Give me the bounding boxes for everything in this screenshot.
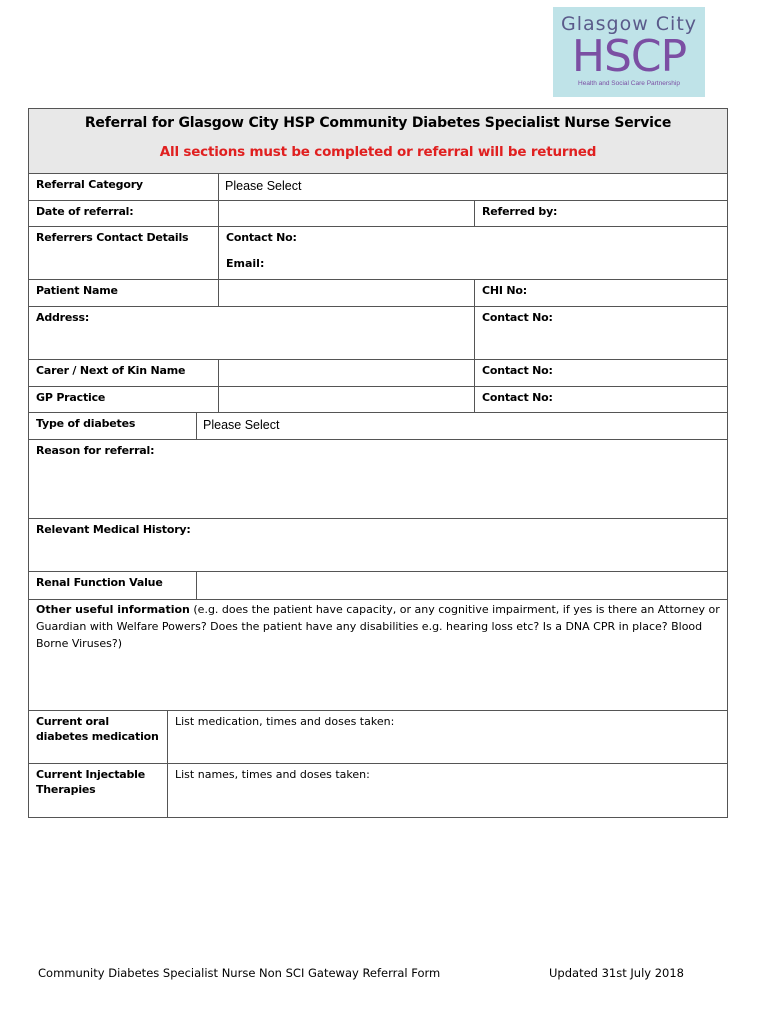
oral-medication-label: Current oral diabetes medication [36,715,159,743]
other-info-label: Other useful information [36,603,190,616]
oral-medication-field[interactable]: List medication, times and doses taken: [167,711,727,763]
address-field[interactable]: Address: [36,311,90,324]
renal-label: Renal Function Value [36,576,163,589]
row-carer [29,360,727,387]
logo-hscp-text: HSCP [571,31,687,82]
row-gp [29,387,727,413]
patient-name-input[interactable] [218,280,474,306]
row-address [29,307,727,360]
footer-form-name: Community Diabetes Specialist Nurse Non SCI Gateway Referral Form [38,966,441,980]
address-contact-field[interactable]: Contact No: [474,307,727,359]
form-warning: All sections must be completed or referral will be returned [159,144,597,160]
row-patient-name [29,280,727,307]
referred-by-field[interactable]: Referred by: [474,201,727,226]
referrers-contact-label: Referrers Contact Details [36,231,189,244]
diabetes-type-select[interactable]: Please Select [196,413,727,439]
hscp-logo [553,7,705,97]
row-referrers-contact [29,227,727,280]
referrers-contact-input[interactable] [218,227,727,279]
date-of-referral-label: Date of referral: [36,205,134,218]
row-referral-category [29,174,727,201]
chi-no-field[interactable]: CHI No: [474,280,727,306]
contact-no-label: Contact No: [226,231,297,244]
carer-contact-field[interactable]: Contact No: [474,360,727,386]
row-other-info [29,600,727,711]
date-of-referral-input[interactable] [218,201,474,226]
referral-form [28,108,728,818]
carer-label: Carer / Next of Kin Name [36,364,186,377]
reason-field[interactable]: Reason for referral: [36,444,155,457]
row-oral-medication [29,711,727,764]
injectable-field[interactable]: List names, times and doses taken: [167,764,727,817]
email-label: Email: [226,257,265,270]
gp-input[interactable] [218,387,474,412]
row-date-referral [29,201,727,227]
footer-updated: Updated 31st July 2018 [549,966,684,980]
row-history [29,519,727,572]
diabetes-type-label: Type of diabetes [36,417,136,430]
row-renal [29,572,727,600]
row-injectable [29,764,727,817]
logo-subtitle: Health and Social Care Partnership [578,80,680,87]
logo-city-text: Glasgow City [560,13,698,35]
history-field[interactable]: Relevant Medical History: [36,523,191,536]
row-diabetes-type [29,413,727,440]
renal-input[interactable] [196,572,727,599]
patient-name-label: Patient Name [36,284,118,297]
injectable-label: Current Injectable Therapies [36,768,145,796]
other-info-text: (e.g. does the patient have capacity, or any cognitive impairment, if yes is there an Attorney or Guardian with Welfare Powers? Does the patient have any disabilities e.g. hearing loss etc? Is a DNA CPR in place? Blood Borne Viruses?) [36,603,720,650]
row-reason [29,440,727,519]
referral-category-label: Referral Category [36,178,143,191]
other-info-field[interactable] [29,600,727,710]
form-title: Referral for Glasgow City HSP Community Diabetes Specialist Nurse Service [84,115,672,131]
referral-category-select[interactable]: Please Select [218,174,727,200]
carer-input[interactable] [218,360,474,386]
form-header [29,109,727,174]
gp-label: GP Practice [36,391,106,404]
gp-contact-field[interactable]: Contact No: [474,387,727,412]
